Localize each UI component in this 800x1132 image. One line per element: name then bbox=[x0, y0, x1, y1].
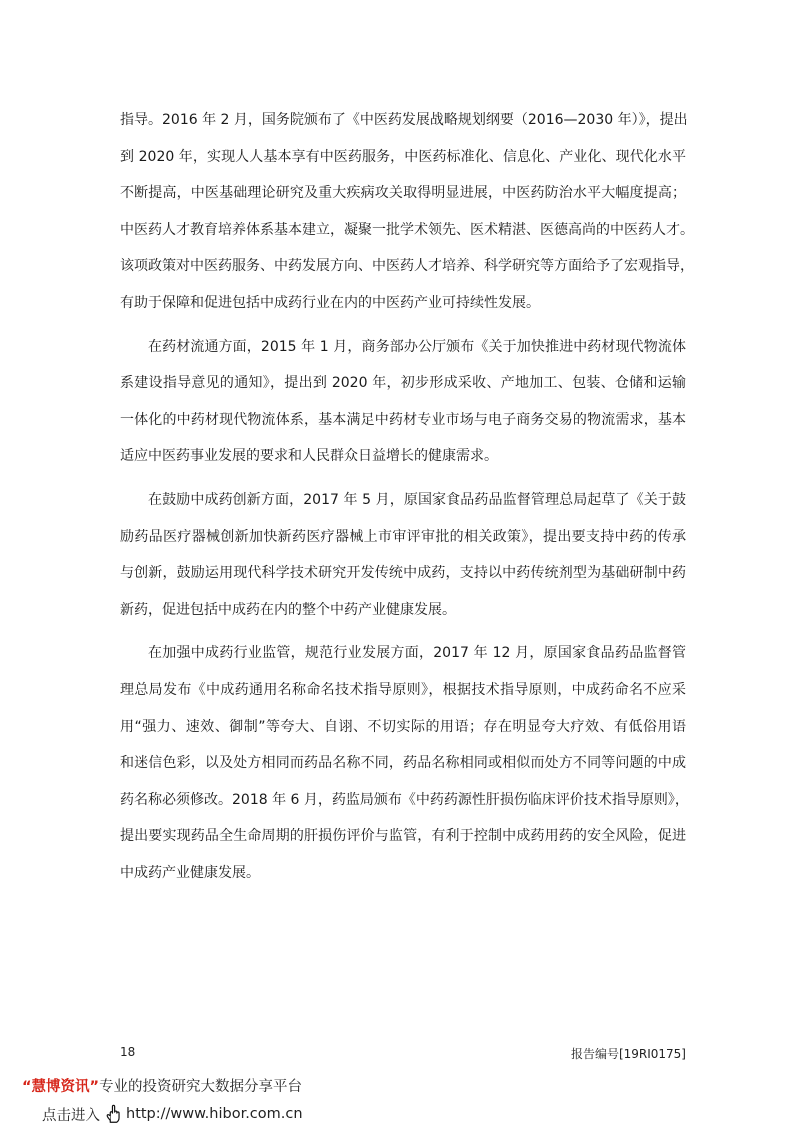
text-line: 不断提高，中医基础理论研究及重大疾病攻关取得明显进展，中医药防治水平大幅度提高； bbox=[120, 185, 686, 202]
paragraph bbox=[120, 102, 694, 322]
text-line: 用“强力、速效、御制”等夸大、自诩、不切实际的用语；存在明显夸大疗效、有低俗用语 bbox=[120, 718, 686, 735]
text-line: 励药品医疗器械创新加快新药医疗器械上市审评审批的相关政策》，提出要支持中药的传承 bbox=[120, 528, 686, 545]
text-line: 在药材流通方面，2015 年 1 月，商务部办公厅颁布《关于加快推进中药材现代物流体 bbox=[148, 338, 686, 355]
document-body bbox=[120, 102, 694, 898]
text-line: 在鼓励中成药创新方面，2017 年 5 月，原国家食品药品监督管理总局起草了《关于鼓 bbox=[148, 491, 686, 508]
brand-quote-close: ” bbox=[89, 1079, 100, 1095]
watermark-brand-line bbox=[22, 1075, 302, 1096]
text-line: 到 2020 年，实现人人基本享有中医药服务，中医药标准化、信息化、产业化、现代化水平 bbox=[120, 148, 686, 165]
website-url-link[interactable]: http://www.hibor.com.cn bbox=[126, 1106, 303, 1122]
paragraph bbox=[120, 635, 689, 891]
text-line: 和迷信色彩，以及处方相同而药品名称不同，药品名称相同或相似而处方不同等问题的中成 bbox=[120, 755, 686, 772]
hand-pointer-icon bbox=[102, 1103, 124, 1125]
click-enter-text: 点击进入 bbox=[42, 1107, 100, 1124]
text-line: 在加强中成药行业监管，规范行业发展方面，2017 年 12 月，原国家食品药品监督管 bbox=[148, 645, 686, 662]
text-line: 中医药人才教育培养体系基本建立，凝聚一批学术领先、医术精湛、医德高尚的中医药人才。 bbox=[120, 221, 694, 238]
text-line: 该项政策对中医药服务、中药发展方向、中医药人才培养、科学研究等方面给予了宏观指导， bbox=[120, 258, 694, 275]
text-line: 指导。2016 年 2 月，国务院颁布了《中医药发展战略规划纲要（2016—2030 年）》，提出 bbox=[120, 112, 688, 128]
brand-quote-open: “ bbox=[22, 1079, 32, 1095]
report-number: 报告编号[19RI0175] bbox=[570, 1047, 686, 1061]
paragraph bbox=[120, 482, 686, 628]
text-line: 提出要实现药品全生命周期的肝损伤评价与监管，有利于控制中成药用药的安全风险，促进 bbox=[120, 828, 686, 845]
brand-name: 慧博资讯 bbox=[31, 1079, 90, 1095]
text-line: 新药，促进包括中成药在内的整个中药产业健康发展。 bbox=[120, 601, 456, 618]
text-line: 有助于保障和促进包括中成药行业在内的中医药产业可持续性发展。 bbox=[120, 294, 540, 311]
text-line: 药名称必须修改。2018 年 6 月，药监局颁布《中药药源性肝损伤临床评价技术指导原则》， bbox=[120, 791, 689, 808]
text-line: 适应中医药事业发展的要求和人民群众日益增长的健康需求。 bbox=[120, 448, 498, 465]
page-number: 18 bbox=[120, 1045, 136, 1059]
text-line: 系建设指导意见的通知》，提出到 2020 年，初步形成采收、产地加工、包装、仓储和运输 bbox=[120, 375, 686, 392]
brand-tagline: 专业的投资研究大数据分享平台 bbox=[99, 1079, 303, 1095]
watermark-link-line[interactable] bbox=[42, 1103, 303, 1125]
paragraph bbox=[120, 329, 686, 475]
text-line: 中成药产业健康发展。 bbox=[120, 864, 260, 881]
text-line: 理总局发布《中成药通用名称命名技术指导原则》，根据技术指导原则，中成药命名不应采 bbox=[120, 681, 686, 698]
text-line: 与创新，鼓励运用现代科学技术研究开发传统中成药，支持以中药传统剂型为基础研制中药 bbox=[120, 565, 686, 582]
text-line: 一体化的中药材现代物流体系，基本满足中药材专业市场与电子商务交易的物流需求，基本 bbox=[120, 411, 686, 428]
